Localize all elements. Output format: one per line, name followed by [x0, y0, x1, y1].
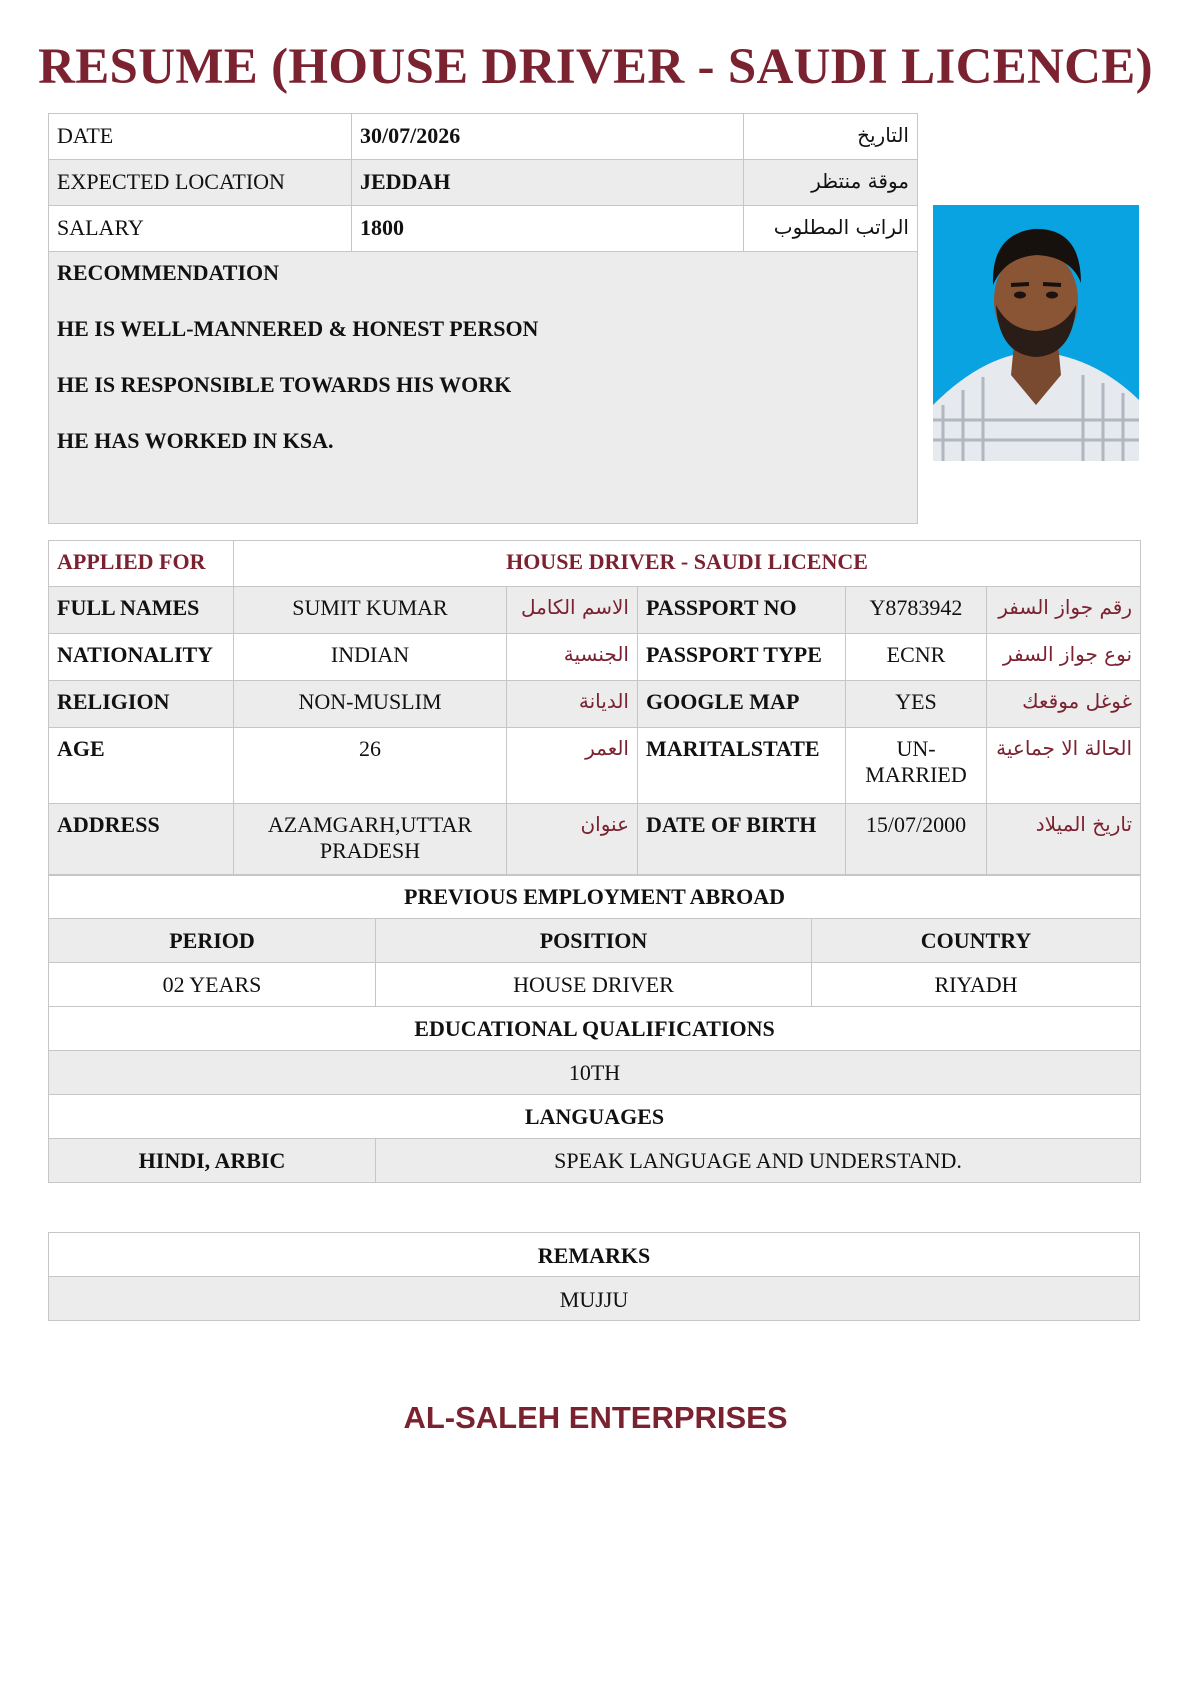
education-heading: EDUCATIONAL QUALIFICATIONS [49, 1007, 1141, 1051]
date-arabic-label: التاريخ [744, 114, 918, 160]
full-names-value: SUMIT KUMAR [234, 587, 507, 634]
date-of-birth-arabic: تاريخ الميلاد [987, 804, 1141, 876]
remarks-value: MUJJU [49, 1277, 1140, 1321]
marital-state-value: UN-MARRIED [846, 728, 987, 804]
salary-arabic-label: الراتب المطلوب [744, 206, 918, 252]
marital-state-label: MARITALSTATE [638, 728, 846, 804]
remarks-heading: REMARKS [49, 1233, 1140, 1277]
applied-for-label: APPLIED FOR [49, 541, 234, 587]
details-row [49, 587, 1141, 634]
resume-title: RESUME (HOUSE DRIVER - SAUDI LICENCE) [38, 39, 1153, 95]
salary-value: 1800 [352, 206, 744, 252]
passport-no-value: Y8783942 [846, 587, 987, 634]
passport-type-label: PASSPORT TYPE [638, 634, 846, 681]
languages-heading: LANGUAGES [49, 1095, 1141, 1139]
date-of-birth-value: 15/07/2000 [846, 804, 987, 876]
address-label: ADDRESS [49, 804, 234, 876]
full-names-label: FULL NAMES [49, 587, 234, 634]
country-value: RIYADH [812, 963, 1141, 1007]
period-value: 02 YEARS [49, 963, 376, 1007]
passport-no-arabic: رقم جواز السفر [987, 587, 1141, 634]
position-header: POSITION [376, 919, 812, 963]
full-names-arabic: الاسم الكامل [507, 587, 638, 634]
company-name: AL-SALEH ENTERPRISES [403, 1400, 788, 1435]
google-map-value: YES [846, 681, 987, 728]
details-table [48, 540, 1141, 876]
employment-table [48, 874, 1141, 1183]
nationality-value: INDIAN [234, 634, 507, 681]
period-header: PERIOD [49, 919, 376, 963]
portrait-image [933, 205, 1139, 461]
address-value: AZAMGARH,UTTAR PRADESH [234, 804, 507, 876]
employment-heading: PREVIOUS EMPLOYMENT ABROAD [49, 875, 1141, 919]
details-row [49, 634, 1141, 681]
google-map-arabic: غوغل موقعك [987, 681, 1141, 728]
date-value: 30/07/2026 [352, 114, 744, 160]
nationality-label: NATIONALITY [49, 634, 234, 681]
recommendation-box [49, 252, 918, 524]
recommendation-heading: RECOMMENDATION [57, 260, 280, 285]
nationality-arabic: الجنسية [507, 634, 638, 681]
location-row [49, 160, 918, 206]
recommendation-line: HE HAS WORKED IN KSA. [57, 428, 334, 453]
religion-value: NON-MUSLIM [234, 681, 507, 728]
languages-level: SPEAK LANGUAGE AND UNDERSTAND. [376, 1139, 1141, 1183]
remarks-table [48, 1232, 1140, 1321]
employment-row [49, 963, 1141, 1007]
religion-label: RELIGION [49, 681, 234, 728]
passport-type-arabic: نوع جواز السفر [987, 634, 1141, 681]
top-info-table [48, 113, 918, 524]
age-value: 26 [234, 728, 507, 804]
marital-state-arabic: الحالة الا جماعية [987, 728, 1141, 804]
religion-arabic: الديانة [507, 681, 638, 728]
date-of-birth-label: DATE OF BIRTH [638, 804, 846, 876]
country-header: COUNTRY [812, 919, 1141, 963]
address-arabic: عنوان [507, 804, 638, 876]
date-label: DATE [49, 114, 352, 160]
age-arabic: العمر [507, 728, 638, 804]
recommendation-line: HE IS RESPONSIBLE TOWARDS HIS WORK [57, 372, 512, 397]
languages-names: HINDI, ARBIC [49, 1139, 376, 1183]
salary-label: SALARY [49, 206, 352, 252]
details-row [49, 728, 1141, 804]
date-row [49, 114, 918, 160]
passport-type-value: ECNR [846, 634, 987, 681]
location-label: EXPECTED LOCATION [49, 160, 352, 206]
candidate-photo [933, 205, 1139, 461]
location-value: JEDDAH [352, 160, 744, 206]
location-arabic-label: موقة منتظر [744, 160, 918, 206]
recommendation-line: HE IS WELL-MANNERED & HONEST PERSON [57, 316, 539, 341]
position-value: HOUSE DRIVER [376, 963, 812, 1007]
recommendation-row [49, 252, 918, 524]
details-row [49, 681, 1141, 728]
google-map-label: GOOGLE MAP [638, 681, 846, 728]
salary-row [49, 206, 918, 252]
details-row [49, 804, 1141, 876]
employment-header-row [49, 919, 1141, 963]
passport-no-label: PASSPORT NO [638, 587, 846, 634]
age-label: AGE [49, 728, 234, 804]
applied-for-row [49, 541, 1141, 587]
languages-row [49, 1139, 1141, 1183]
education-value: 10TH [49, 1051, 1141, 1095]
applied-for-value: HOUSE DRIVER - SAUDI LICENCE [234, 541, 1141, 587]
